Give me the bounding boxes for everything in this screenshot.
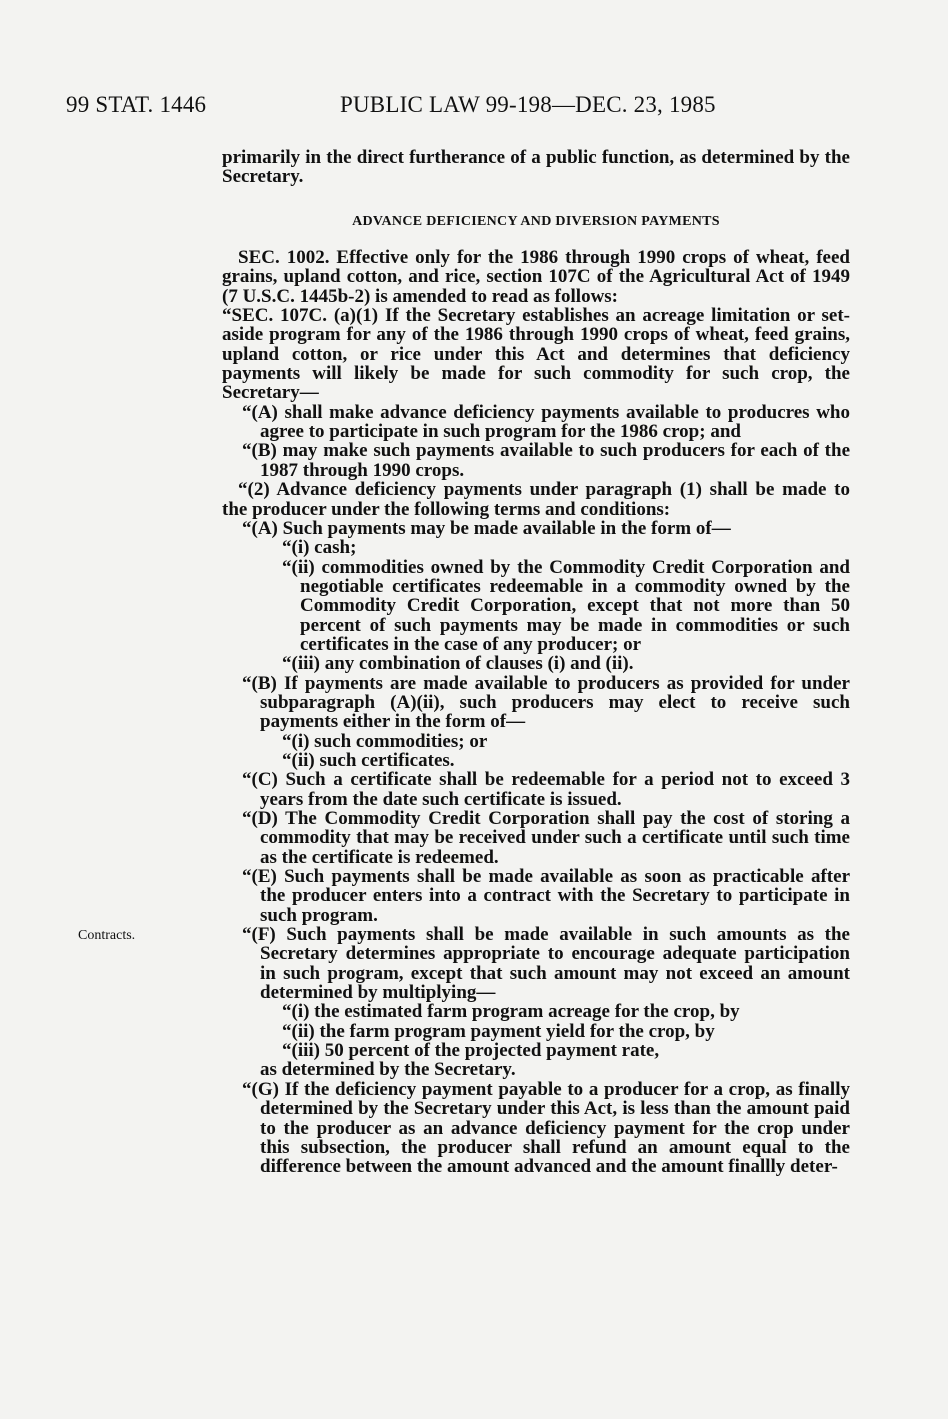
paragraph: “SEC. 107C. (a)(1) If the Secretary establishes an acreage limitation or set-aside program for any of the 1986 through 1990 crops of wheat, feed grains, upland cotton, or rice under this Act and determines that deficiency payments will likely be made for such commodity for such crop, the Secretary— [222, 305, 850, 404]
paragraph: primarily in the direct furtherance of a public function, as determined by the Secretary. [222, 147, 850, 188]
clause: “(A) Such payments may be made available in the form of— [242, 517, 731, 539]
subclause: “(i) the estimated farm program acreage for the crop, by [282, 1001, 740, 1023]
subclause: “(iii) 50 percent of the projected payment rate, [282, 1040, 660, 1062]
page-running-title: PUBLIC LAW 99-198—DEC. 23, 1985 [340, 92, 716, 117]
paragraph: “(2) Advance deficiency payments under paragraph (1) shall be made to the producer under the following terms and conditions: [222, 479, 850, 520]
subclause: “(i) such commodities; or [282, 730, 488, 752]
document-body [222, 148, 850, 1177]
subclause: “(iii) any combination of clauses (i) and (ii). [282, 653, 634, 675]
subclause: “(ii) commodities owned by the Commodity Credit Corporation and negotiable certificates redeemable in a commodity owned by the Commodity Credit Corporation, except that not more than 50 percent of such payments may be made in commodities or such certificates in the case of any producer; or [282, 556, 850, 655]
clause-continuation: as determined by the Secretary. [260, 1059, 516, 1081]
clause: “(F) Such payments shall be made available in such amounts as the Secretary determines appropriate to encourage adequate participation in such program, except that such amount may not exceed an amount determined by multiplying— [242, 924, 850, 1004]
clause: “(B) may make such payments available to such producers for each of the 1987 through 1990 crops. [242, 440, 850, 481]
clause: “(E) Such payments shall be made available as soon as practicable after the producer enters into a contract with the Secretary to participate in such program. [242, 866, 850, 926]
clause: “(C) Such a certificate shall be redeemable for a period not to exceed 3 years from the date such certificate is issued. [242, 769, 850, 810]
subclause: “(ii) such certificates. [282, 749, 455, 771]
page-stat-number: 99 STAT. 1446 [66, 92, 207, 117]
paragraph: SEC. 1002. Effective only for the 1986 through 1990 crops of wheat, feed grains, upland cotton, and rice, section 107C of the Agricultural Act of 1949 (7 U.S.C. 1445b-2) is amended to read as follows: [222, 247, 850, 307]
clause: “(A) shall make advance deficiency payments available to producres who agree to participate in such program for the 1986 crop; and [242, 401, 850, 443]
clause: “(G) If the deficiency payment payable to a producer for a crop, as finally determined by the Secretary under this Act, is less than the amount paid to the producer as an advance deficiency payment for the crop under this subsection, the producer shall refund an amount equal to the difference between the amount advanced and the amount finallly deter- [242, 1078, 850, 1178]
clause: “(D) The Commodity Credit Corporation shall pay the cost of storing a commodity that may be received under such a certificate until such time as the certificate is redeemed. [242, 808, 850, 868]
section-heading: ADVANCE DEFICIENCY AND DIVERSION PAYMENTS [352, 213, 720, 229]
margin-note-contracts: Contracts. [78, 928, 136, 943]
subclause: “(ii) the farm program payment yield for the crop, by [282, 1020, 715, 1042]
clause: “(B) If payments are made available to producers as provided for under subparagraph (A)(ii), such producers may elect to receive such payments either in the form of— [242, 672, 850, 733]
subclause: “(i) cash; [282, 537, 357, 559]
